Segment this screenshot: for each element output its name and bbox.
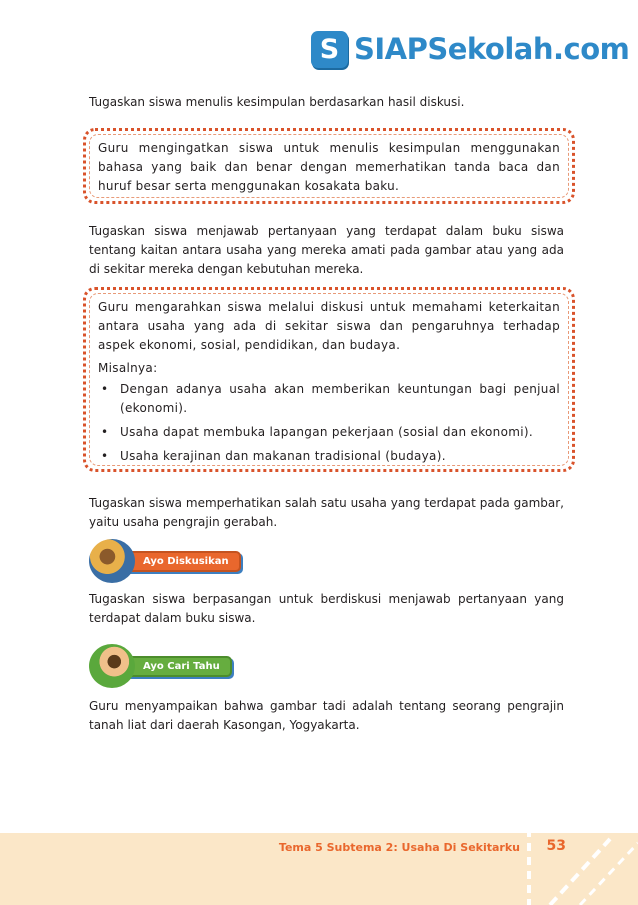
page-number: 53 (546, 838, 566, 854)
paragraph-observe: Tugaskan siswa memperhatikan salah satu usaha yang terdapat pada gambar, yaitu usaha pengrajin gerabah. (89, 496, 564, 529)
footer-theme-title: Tema 5 Subtema 2: Usaha Di Sekitarku (278, 841, 520, 854)
logo-badge: S (311, 31, 348, 68)
page-footer (0, 829, 638, 905)
list-item (98, 447, 560, 466)
logo-text: SIAPSekolah.com (354, 32, 630, 66)
discussion-children-icon (89, 539, 135, 583)
site-logo (311, 29, 629, 69)
list-item (98, 380, 560, 418)
footer-stripe (527, 829, 531, 905)
example-intro: Misalnya: (98, 361, 158, 375)
badge-label: Ayo Diskusikan (121, 551, 241, 572)
child-searching-icon (89, 644, 135, 688)
bullet-icon: • (101, 382, 109, 396)
bullet-icon: • (101, 425, 109, 439)
footer-diagonal-decoration (540, 829, 638, 905)
teacher-note-text: Guru mengingatkan siswa untuk menulis kesimpulan menggunakan bahasa yang baik dan benar dengan memerhatikan tanda baca dan huruf besar serta menggunakan kosakata baku. (98, 141, 560, 193)
badge-label: Ayo Cari Tahu (121, 656, 232, 677)
list-item-text: Usaha kerajinan dan makanan tradisional (budaya). (120, 449, 446, 463)
teacher-note-box-2 (83, 287, 575, 472)
ayo-diskusikan-badge (89, 539, 241, 583)
list-item (98, 423, 560, 442)
paragraph-pairs: Tugaskan siswa berpasangan untuk berdiskusi menjawab pertanyaan yang terdapat dalam buku siswa. (89, 592, 564, 625)
list-item-text: Usaha dapat membuka lapangan pekerjaan (sosial dan ekonomi). (120, 425, 533, 439)
list-item-text: Dengan adanya usaha akan memberikan keuntungan bagi penjual (ekonomi). (120, 382, 560, 415)
paragraph-questions: Tugaskan siswa menjawab pertanyaan yang terdapat dalam buku siswa tentang kaitan antara usaha yang mereka amati pada gambar atau yang ada di sekitar mereka dengan kebutuhan mereka. (89, 224, 564, 276)
paragraph-kasongan: Guru menyampaikan bahwa gambar tadi adalah tentang seorang pengrajin tanah liat dari daerah Kasongan, Yogyakarta. (89, 699, 564, 732)
example-list (98, 380, 560, 466)
teacher-note-box-1 (83, 128, 575, 204)
ayo-cari-tahu-badge (89, 644, 232, 688)
bullet-icon: • (101, 449, 109, 463)
teacher-note-text: Guru mengarahkan siswa melalui diskusi untuk memahami keterkaitan antara usaha yang ada di sekitar siswa dan pengaruhnya terhadap aspek ekonomi, sosial, pendidikan, dan budaya. (98, 300, 560, 352)
paragraph-conclusion: Tugaskan siswa menulis kesimpulan berdasarkan hasil diskusi. (89, 95, 465, 109)
